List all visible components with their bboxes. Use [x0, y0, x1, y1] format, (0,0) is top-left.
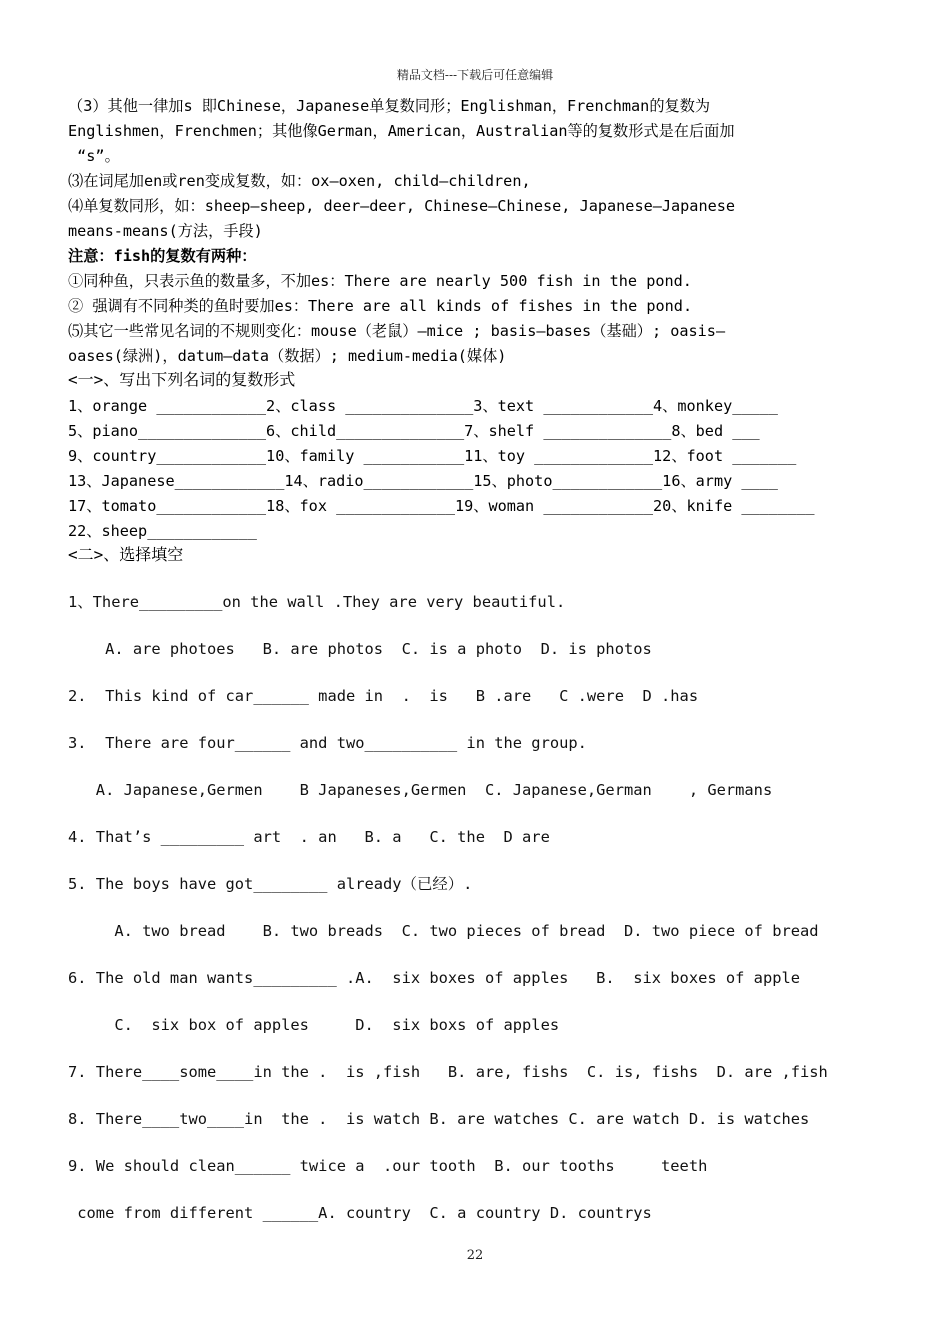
exercise-line: 1、There_________on the wall .They are very beautiful. — [68, 593, 566, 611]
exercise-line: A. two bread B. two breads C. two pieces of bread D. two piece of bread — [68, 922, 819, 940]
exercise-line: A. Japanese,Germen B Japaneses,Germen C. Japanese,German , Germans — [68, 781, 773, 799]
note-line: means-means(方法，手段) — [68, 222, 263, 240]
section2-title: <二>、选择填空 — [68, 545, 184, 564]
page-header: 精品文档---下载后可任意编辑 — [396, 68, 554, 82]
exercise-line: 5. The boys have got________ already（已经）. — [68, 875, 473, 893]
page-number: 22 — [466, 1248, 484, 1263]
plural-row: 1、orange ____________2、class ______________3、text ____________4、monkey_____ — [68, 397, 778, 415]
plural-row: 5、piano______________6、child______________7、shelf ______________8、bed ___ — [68, 422, 760, 440]
note-line: ①同种鱼，只表示鱼的数量多，不加es：There are nearly 500 fish in the pond. — [68, 272, 692, 290]
exercise-line: 9. We should clean______ twice a .our tooth B. our tooths teeth — [68, 1157, 708, 1175]
exercise-line: 2. This kind of car______ made in . is B .are C .were D .has — [68, 687, 699, 705]
note-line: ② 强调有不同种类的鱼时要加es：There are all kinds of fishes in the pond. — [68, 297, 693, 315]
exercise-line: come from different ______A. country C. a country D. countrys — [68, 1204, 652, 1222]
exercise-line: 4. That’s _________ art . an B. a C. the D are — [68, 828, 550, 846]
note-line: Englishmen，Frenchmen；其他像German，American，Australian等的复数形式是在后面加 — [68, 122, 735, 140]
plural-row: 17、tomato____________18、fox _____________19、woman ____________20、knife ________ — [68, 497, 815, 515]
note-line: “s”。 — [68, 147, 120, 165]
section1-title: <一>、写出下列名词的复数形式 — [68, 370, 296, 389]
plural-row: 9、country____________10、family ___________11、toy _____________12、foot _______ — [68, 447, 797, 465]
exercise-line: 8. There____two____in the . is watch B. are watches C. are watch D. is watches — [68, 1110, 810, 1128]
plural-row: 13、Japanese____________14、radio____________15、photo____________16、army ____ — [68, 472, 778, 490]
exercise-line: 6. The old man wants_________ .A. six boxes of apples B. six boxes of apple — [68, 969, 801, 987]
exercise-line: 3. There are four______ and two__________ in the group. — [68, 734, 587, 752]
note-line: ⑸其它一些常见名词的不规则变化：mouse（老鼠）—mice ; basis—bases（基础）; oasis— — [68, 322, 726, 340]
note-line: （3）其他一律加s 即Chinese，Japanese单复数同形；Englishman，Frenchman的复数为 — [68, 97, 711, 115]
note-line: ⑶在词尾加en或ren变成复数，如：ox—oxen, child—children, — [68, 172, 531, 190]
note-line: oases(绿洲)，datum—data（数据）; medium-media(媒体) — [68, 347, 507, 365]
exercise-line: A. are photoes B. are photos C. is a photo D. is photos — [68, 640, 652, 658]
plural-row: 22、sheep____________ — [68, 522, 257, 540]
exercise-line: 7. There____some____in the . is ,fish B. are, fishs C. is, fishs D. are ,fish — [68, 1063, 828, 1081]
note-line: ⑷单复数同形，如：sheep—sheep, deer—deer, Chinese—Chinese, Japanese—Japanese — [68, 197, 736, 215]
exercise-line: C. six box of apples D. six boxs of apples — [68, 1016, 560, 1034]
note-heading: 注意：fish的复数有两种： — [68, 247, 257, 265]
